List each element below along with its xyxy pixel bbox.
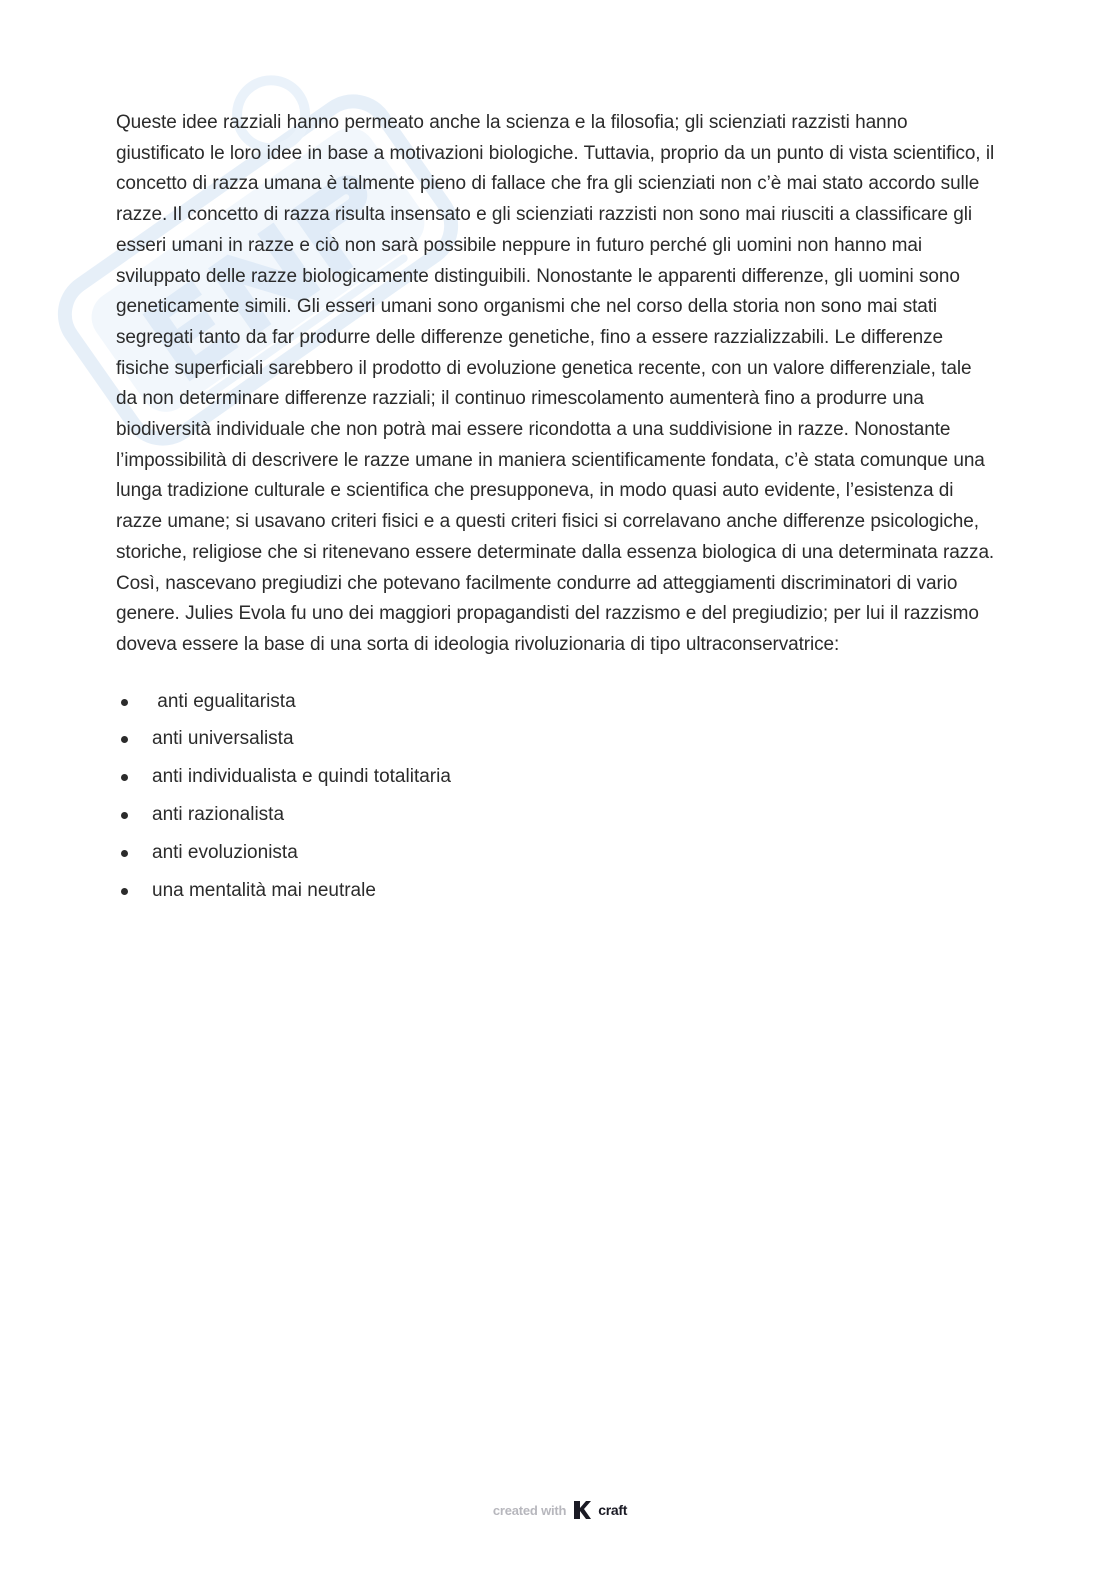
list-item: [116, 834, 996, 872]
bullet-icon: [121, 774, 128, 781]
list-item: [116, 683, 996, 721]
bullet-icon: [121, 736, 128, 743]
main-content: [116, 108, 996, 909]
list-item-text: anti razionalista: [152, 804, 285, 826]
craft-logo-icon: [572, 1500, 592, 1520]
bullet-icon: [121, 850, 128, 857]
bullet-icon: [121, 888, 128, 895]
list-item-text: anti universalista: [152, 728, 294, 750]
list-item-text: anti egualitarista: [152, 690, 296, 712]
list-item: [116, 720, 996, 758]
list-item-text: anti individualista e quindi totalitaria: [152, 766, 451, 788]
footer: [0, 1500, 1116, 1520]
bullet-icon: [121, 699, 128, 706]
list-item-text: una mentalità mai neutrale: [152, 879, 376, 901]
footer-brand: craft: [598, 1502, 628, 1518]
list-item-text: anti evoluzionista: [152, 841, 298, 863]
body-paragraph: Queste idee razziali hanno permeato anche la scienza e la filosofia; gli scienziati razzisti hanno giustificato le loro idee in base a motivazioni biologiche. Tuttavia, proprio da un punto di vista scientifico, il concetto di razza umana è talmente pieno di fallace che fra gli scienziati non c’è mai stato accordo sulle razze. Il concetto di razza risulta insensato e gli scienziati razzisti non sono mai riusciti a classificare gli esseri umani in razze e ciò non sarà possibile neppure in futuro perché gli uomini non hanno mai sviluppato delle razze biologicamente distinguibili. Nonostante le apparenti differenze, gli uomini sono geneticamente simili. Gli esseri umani sono organismi che nel corso della storia non sono mai stati segregati tanto da far produrre delle differenze genetiche, fino a essere razzializzabili. Le differenze fisiche superficiali sarebbero il prodotto di evoluzione genetica recente, con un valore differenziale, tale da non determinare differenze razziali; il continuo rimescolamento aumenterà fino a produrre una biodiversità individuale che non potrà mai essere ricondotta a una suddivisione in razze. Nonostante l’impossibilità di descrivere le razze umane in maniera scientificamente fondata, c’è stata comunque una lunga tradizione culturale e scientifica che presupponeva, in modo quasi auto evidente, l’esistenza di razze umane; si usavano criteri fisici e a questi criteri fisici si correlavano anche differenze psicologiche, storiche, religiose che si ritenevano essere determinate dalla essenza biologica di una determinata razza. Così, nascevano pregiudizi che potevano facilmente condurre ad atteggiamenti discriminatori di vario genere. Julies Evola fu uno dei maggiori propagandisti del razzismo e del pregiudizio; per lui il razzismo doveva essere la base di una sorta di ideologia rivoluzionaria di tipo ultraconservatrice:: [116, 112, 995, 655]
footer-created-with: created with: [492, 1502, 567, 1518]
bullet-icon: [121, 812, 128, 819]
bullet-list: [116, 683, 996, 910]
craft-badge[interactable]: [493, 1500, 627, 1520]
list-item: [116, 872, 996, 910]
list-item: [116, 758, 996, 796]
list-item: [116, 796, 996, 834]
